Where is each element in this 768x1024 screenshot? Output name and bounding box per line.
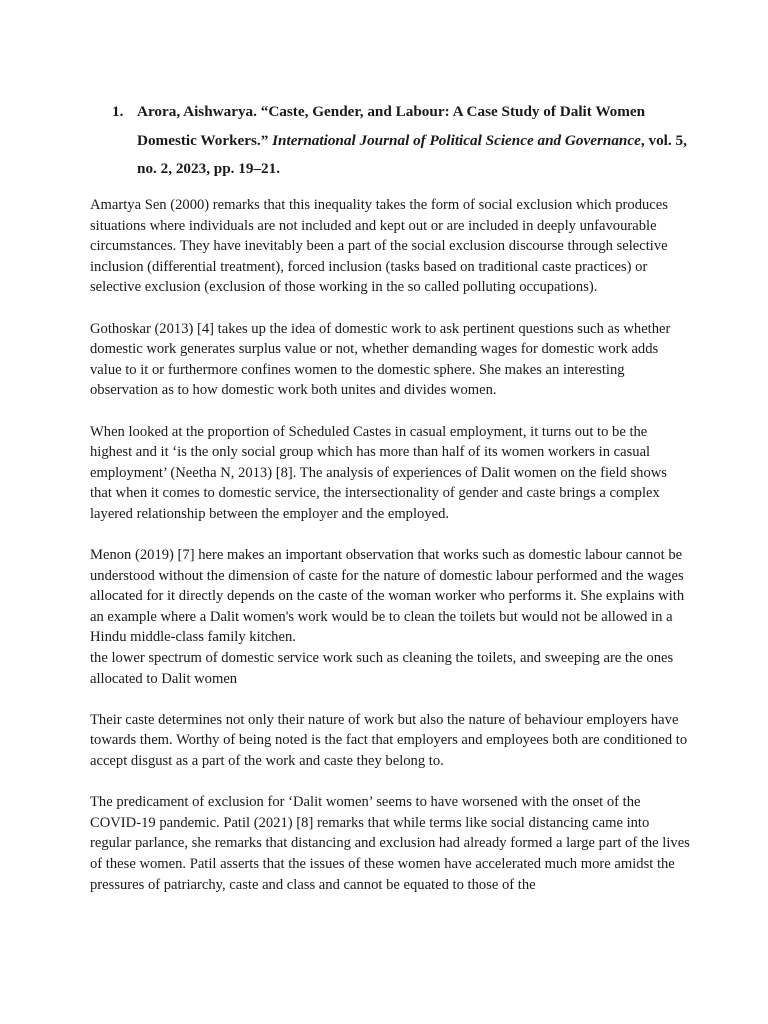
- paragraph-gothoskar: Gothoskar (2013) [4] takes up the idea of domestic work to ask pertinent questions such as whether domestic work generates surplus value or not, whether demanding wages for domestic work adds value to it or furthermore confines women to the domestic sphere. She makes an interesting observation as to how domestic work both unites and divides women.: [90, 320, 671, 399]
- citation-authors-title: Arora, Aishwarya. “Caste, Gender, and Labour: A Case Study of Dalit Women Domestic Workers.”: [137, 103, 646, 149]
- citation-number: 1.: [112, 103, 124, 120]
- paragraph-sen: Amartya Sen (2000) remarks that this inequality takes the form of social exclusion which produces situations where individuals are not included and kept out or are included in deeply unfavourable circumstances. They have inevitably been a part of the social exclusion discourse through selective inclusion (differential treatment), forced inclusion (tasks based on traditional caste practices) or selective exclusion (exclusion of those working in the so called polluting occupations).: [90, 197, 668, 296]
- paragraph-covid: The predicament of exclusion for ‘Dalit women’ seems to have worsened with the onset of the COVID-19 pandemic. Patil (2021) [8] remarks that while terms like social distancing came into regular parlance, she remarks that distancing and exclusion had already formed a large part of the lives of these women. Patil asserts that the issues of these women have accelerated much more amidst the pressures of patriarchy, caste and class and cannot be equated to those of the: [90, 794, 690, 893]
- paragraph-menon: Menon (2019) [7] here makes an important observation that works such as domestic labour cannot be understood without the dimension of caste for the nature of domestic labour performed and the wages allocated for it directly depends on the caste of the woman worker who performs it. She explains with an example where a Dalit women's work would be to clean the toilets but would not be allowed in a Hindu middle-class family kitchen.: [90, 547, 685, 646]
- paragraph-caste-behaviour: Their caste determines not only their nature of work but also the nature of behaviour employers have towards them. Worthy of being noted is the fact that employers and employees both are conditioned to accept disgust as a part of the work and caste they belong to.: [90, 711, 688, 770]
- citation-details: , vol. 5, no. 2, 2023, pp. 19–21.: [137, 131, 687, 177]
- citation-entry: [112, 98, 687, 184]
- citation-journal: International Journal of Political Science and Governance: [272, 131, 641, 149]
- body-text: [90, 195, 690, 916]
- citation-text: [137, 98, 687, 184]
- paragraph-lower-spectrum: the lower spectrum of domestic service work such as cleaning the toilets, and sweeping are the ones allocated to Dalit women: [90, 650, 674, 687]
- paragraph-scheduled-castes: When looked at the proportion of Scheduled Castes in casual employment, it turns out to be the highest and it ‘is the only social group which has more than half of its women workers in casual employment’ (Neetha N, 2013) [8]. The analysis of experiences of Dalit women on the field shows that when it comes to domestic service, the intersectionality of gender and caste brings a complex layered relationship between the employer and the employed.: [90, 423, 667, 522]
